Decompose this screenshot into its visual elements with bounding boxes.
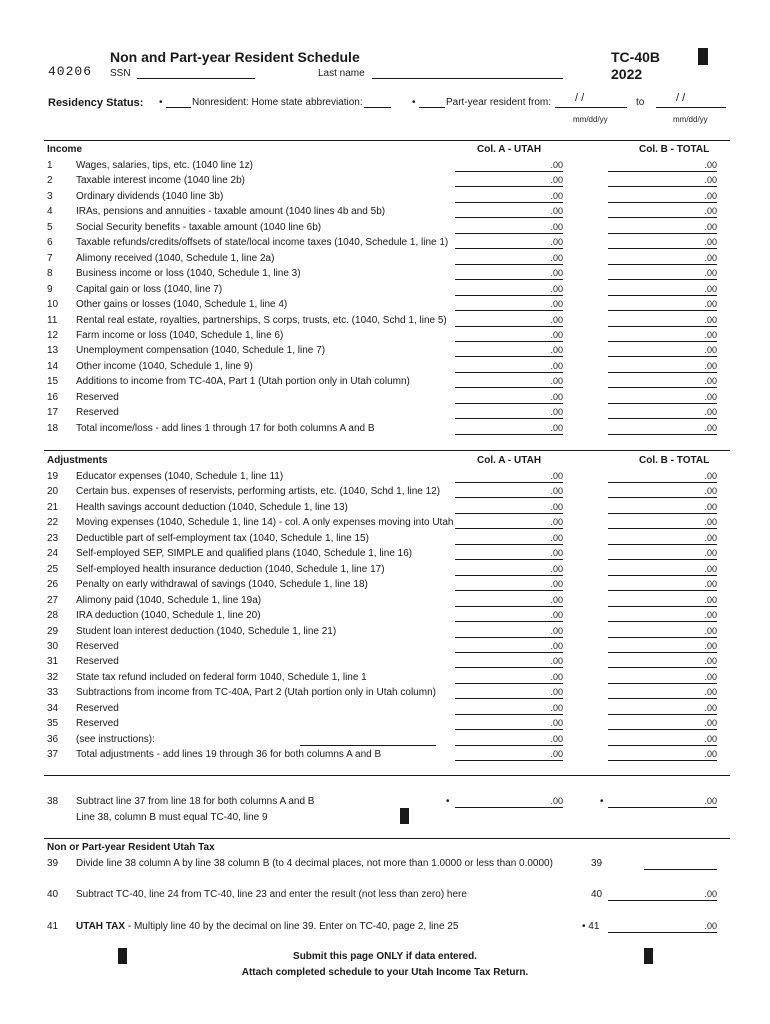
footer-submit-note: Submit this page ONLY if data entered.: [293, 951, 477, 962]
income-line-number: 1: [47, 160, 53, 171]
adjustment-line-number: 28: [47, 610, 59, 622]
form-number: TC-40B: [611, 49, 661, 65]
adjustment-line-description: Self-employed SEP, SIMPLE and qualified plans (1040, Schedule 1, line 16): [76, 548, 413, 560]
adjustment-col-b-field[interactable]: .00: [608, 594, 717, 607]
adjustment-col-b-field[interactable]: .00: [608, 625, 717, 638]
adjustments-col-b-header: Col. B - TOTAL: [639, 455, 710, 466]
income-line-description: Unemployment compensation (1040, Schedule 1, line 7): [76, 345, 326, 357]
income-col-a-field[interactable]: .00: [455, 267, 563, 280]
income-line-description: Reserved: [76, 391, 119, 403]
adjustment-line-number: 29: [47, 625, 59, 637]
income-line-description: Ordinary dividends (1040 line 3b): [76, 190, 224, 202]
adjustment-col-a-field[interactable]: .00: [455, 578, 563, 591]
adjustment-col-b-field[interactable]: .00: [608, 686, 717, 699]
adjustment-line-description: Moving expenses (1040, Schedule 1, line 14) - col. A only expenses moving into Utah: [76, 517, 454, 529]
line38-separator: [44, 775, 730, 776]
adjustment-col-b-field[interactable]: .00: [608, 547, 717, 560]
income-col-b-field[interactable]: .00: [608, 252, 717, 265]
income-col-a-field[interactable]: .00: [455, 283, 563, 296]
income-col-a-field[interactable]: .00: [455, 236, 563, 249]
income-col-b-field[interactable]: .00: [608, 391, 717, 404]
adjustment-line-description: Reserved: [76, 640, 119, 652]
adjustment-line-description: Reserved: [76, 702, 119, 714]
income-col-a-field[interactable]: .00: [455, 298, 563, 311]
income-col-b-field[interactable]: .00: [608, 159, 717, 172]
utah-tax-heading: Non or Part-year Resident Utah Tax: [47, 842, 215, 853]
nonresident-bullet: •: [159, 97, 163, 108]
adjustment-col-a-field[interactable]: .00: [455, 485, 563, 498]
income-col-a-field[interactable]: .00: [455, 375, 563, 388]
adjustment-line-description: Subtractions from income from TC-40A, Part 2 (Utah portion only in Utah column): [76, 687, 436, 699]
adjustments-col-a-header: Col. A - UTAH: [477, 455, 542, 466]
adjustment-line-number: 33: [47, 687, 59, 699]
income-line-number: 6: [47, 237, 53, 249]
income-col-b-field[interactable]: .00: [608, 375, 717, 388]
income-line-description: Business income or loss (1040, Schedule 1, line 3): [76, 268, 301, 280]
footer-attach-note: Attach completed schedule to your Utah Income Tax Return.: [241, 967, 529, 978]
adjustments-heading: Adjustments: [47, 455, 108, 466]
adjustment-col-b-field[interactable]: .00: [608, 717, 717, 730]
income-line-description: Additions to income from TC-40A, Part 1 (Utah portion only in Utah column): [76, 376, 410, 388]
income-line-number: 9: [47, 283, 53, 295]
income-col-a-field[interactable]: .00: [455, 174, 563, 187]
nonresident-checkbox-field[interactable]: [166, 107, 191, 108]
adjustment-col-a-field[interactable]: .00: [455, 516, 563, 529]
line36-description-field[interactable]: [300, 745, 436, 746]
income-col-b-field[interactable]: .00: [608, 283, 717, 296]
income-line-description: Taxable interest income (1040 line 2b): [76, 175, 245, 187]
to-date-field[interactable]: [656, 107, 726, 108]
income-col-b-field[interactable]: .00: [608, 190, 717, 203]
form-code: 40206: [48, 64, 93, 79]
adjustment-line-number: 20: [47, 486, 59, 498]
adjustment-line-number: 26: [47, 579, 59, 591]
income-col-a-field[interactable]: .00: [455, 190, 563, 203]
income-line-description: Other gains or losses (1040, Schedule 1, line 4): [76, 299, 288, 311]
line41-field[interactable]: .00: [608, 920, 717, 933]
line40-number: 40: [47, 889, 59, 900]
income-line-number: 14: [47, 360, 59, 372]
income-line-description: Reserved: [76, 407, 119, 419]
adjustment-line-number: 31: [47, 656, 59, 668]
adjustment-col-b-field[interactable]: .00: [608, 609, 717, 622]
nonresident-label: Nonresident: Home state abbreviation:: [192, 97, 363, 108]
adjustment-line-number: 34: [47, 702, 59, 714]
line40-field[interactable]: .00: [608, 888, 717, 901]
adjustment-col-a-field[interactable]: .00: [455, 532, 563, 545]
last-name-field[interactable]: [372, 78, 563, 79]
income-line-number: 2: [47, 175, 53, 187]
income-col-b-field[interactable]: .00: [608, 360, 717, 373]
adjustment-line-number: 19: [47, 471, 59, 482]
adjustment-col-b-field[interactable]: .00: [608, 532, 717, 545]
income-col-a-field[interactable]: .00: [455, 314, 563, 327]
line38-number: 38: [47, 796, 59, 807]
income-col-b-field[interactable]: .00: [608, 221, 717, 234]
income-col-a-header: Col. A - UTAH: [477, 144, 542, 155]
income-line-number: 4: [47, 206, 53, 218]
adjustment-line-description: Student loan interest deduction (1040, Schedule 1, line 21): [76, 625, 337, 637]
income-col-a-field[interactable]: .00: [455, 159, 563, 172]
line38-description: Subtract line 37 from line 18 for both columns A and B: [76, 796, 315, 807]
income-col-b-field[interactable]: .00: [608, 174, 717, 187]
income-col-a-field[interactable]: .00: [455, 221, 563, 234]
adjustment-line-description: (see instructions):: [76, 733, 155, 745]
adjustment-line-number: 23: [47, 532, 59, 544]
adjustment-col-a-field[interactable]: .00: [455, 470, 563, 483]
adjustment-col-b-field[interactable]: .00: [608, 748, 717, 761]
adjustment-line-description: Self-employed health insurance deduction (1040, Schedule 1, line 17): [76, 563, 385, 575]
adjustment-col-a-field[interactable]: .00: [455, 625, 563, 638]
adjustment-col-b-field[interactable]: .00: [608, 501, 717, 514]
adjustment-line-number: 35: [47, 718, 59, 730]
income-line-number: 18: [47, 422, 59, 434]
adjustment-line-number: 30: [47, 640, 59, 652]
adjustment-col-a-field[interactable]: .00: [455, 748, 563, 761]
income-line-number: 5: [47, 221, 53, 233]
to-label: to: [636, 97, 645, 108]
line38-col-b-bullet: •: [600, 796, 604, 807]
income-line-description: Taxable refunds/credits/offsets of state/local income taxes (1040, Schedule 1, line 1): [76, 237, 449, 249]
adjustment-line-number: 22: [47, 517, 59, 529]
adjustment-line-description: Certain bus. expenses of reservists, performing artists, etc. (1040, Schd 1, line 12): [76, 486, 441, 498]
income-line-description: Capital gain or loss (1040, line 7): [76, 283, 223, 295]
ssn-field[interactable]: [137, 78, 255, 79]
line41-ref: • 41: [582, 921, 600, 932]
line39-field[interactable]: [644, 869, 717, 870]
income-col-a-field[interactable]: .00: [455, 422, 563, 435]
income-col-b-field[interactable]: .00: [608, 298, 717, 311]
adjustment-line-description: Reserved: [76, 656, 119, 668]
income-line-number: 15: [47, 376, 59, 388]
income-col-b-field[interactable]: .00: [608, 267, 717, 280]
adjustment-col-a-field[interactable]: .00: [455, 501, 563, 514]
line38-col-a-bullet: •: [446, 796, 450, 807]
adjustment-line-number: 27: [47, 594, 59, 606]
line41-description: [76, 921, 458, 932]
line40-description: Subtract TC-40, line 24 from TC-40, line 23 and enter the result (not less than zero) here: [76, 889, 467, 900]
adjustment-col-a-field[interactable]: .00: [455, 717, 563, 730]
part-year-label: Part-year resident from:: [446, 97, 552, 108]
ssn-label: SSN: [110, 68, 131, 79]
income-line-number: 7: [47, 252, 53, 264]
line39-ref: 39: [591, 858, 603, 869]
to-date-slashes: / /: [676, 92, 686, 104]
income-line-description: Rental real estate, royalties, partnerships, S corps, trusts, etc. (1040, Schd 1, line 5): [76, 314, 447, 326]
line39-number: 39: [47, 858, 59, 869]
income-col-b-field[interactable]: .00: [608, 406, 717, 419]
adjustment-col-a-field[interactable]: .00: [455, 686, 563, 699]
adjustment-col-b-field[interactable]: .00: [608, 640, 717, 653]
adjustment-line-number: 36: [47, 733, 59, 745]
from-date-field[interactable]: [555, 107, 627, 108]
adjustment-line-number: 32: [47, 671, 59, 683]
income-line-number: 8: [47, 268, 53, 280]
adjustment-col-a-field[interactable]: .00: [455, 640, 563, 653]
income-line-number: 11: [47, 314, 58, 326]
adjustment-line-description: Deductible part of self-employment tax (1040, Schedule 1, line 15): [76, 532, 369, 544]
form-number-block: [611, 49, 660, 83]
to-date-format: mm/dd/yy: [673, 115, 708, 124]
adjustment-col-a-field[interactable]: .00: [455, 563, 563, 576]
income-col-a-field[interactable]: .00: [455, 360, 563, 373]
adjustment-col-b-field[interactable]: .00: [608, 671, 717, 684]
income-line-number: 16: [47, 391, 59, 403]
income-col-a-field[interactable]: .00: [455, 329, 563, 342]
adjustment-col-b-field[interactable]: .00: [608, 655, 717, 668]
adjustment-line-description: Health savings account deduction (1040, Schedule 1, line 13): [76, 501, 348, 513]
line41-title: UTAH TAX: [76, 921, 126, 932]
scan-marker-bottom-left: [118, 948, 127, 964]
part-year-checkbox-field[interactable]: [419, 107, 445, 108]
income-separator: [44, 140, 730, 141]
adjustment-col-b-field[interactable]: .00: [608, 485, 717, 498]
adjustment-col-b-field[interactable]: .00: [608, 702, 717, 715]
adjustment-line-number: 37: [47, 749, 59, 761]
adjustment-col-a-field[interactable]: .00: [455, 547, 563, 560]
adjustment-col-a-field[interactable]: .00: [455, 655, 563, 668]
income-col-b-field[interactable]: .00: [608, 314, 717, 327]
adjustment-line-description: Penalty on early withdrawal of savings (1040, Schedule 1, line 18): [76, 579, 368, 591]
income-line-description: Social Security benefits - taxable amount (1040 line 6b): [76, 221, 322, 233]
residency-status-label: Residency Status:: [48, 97, 144, 109]
line41-number: 41: [47, 921, 59, 932]
income-line-description: IRAs, pensions and annuities - taxable amount (1040 lines 4b and 5b): [76, 206, 386, 218]
income-col-a-field[interactable]: .00: [455, 344, 563, 357]
adjustment-col-b-field[interactable]: .00: [608, 563, 717, 576]
line39-description: Divide line 38 column A by line 38 column B (to 4 decimal places, not more than 1.0000 or less than 0.0000): [76, 858, 553, 869]
page-title: Non and Part-year Resident Schedule: [110, 49, 360, 65]
adjustment-col-a-field[interactable]: .00: [455, 733, 563, 746]
income-line-number: 3: [47, 190, 53, 202]
adjustment-line-number: 25: [47, 563, 59, 575]
income-col-b-field[interactable]: .00: [608, 236, 717, 249]
adjustment-col-b-field[interactable]: .00: [608, 516, 717, 529]
income-col-b-field[interactable]: .00: [608, 329, 717, 342]
income-heading: Income: [47, 144, 83, 155]
income-line-number: 13: [47, 345, 59, 357]
adjustment-line-number: 24: [47, 548, 59, 560]
utah-tax-separator: [44, 838, 730, 839]
income-line-description: Alimony received (1040, Schedule 1, line 2a): [76, 252, 275, 264]
adjustment-col-a-field[interactable]: .00: [455, 609, 563, 622]
line40-ref: 40: [591, 889, 603, 900]
income-col-a-field[interactable]: .00: [455, 252, 563, 265]
adjustment-col-a-field[interactable]: .00: [455, 594, 563, 607]
income-line-description: Total income/loss - add lines 1 through 17 for both columns A and B: [76, 422, 375, 434]
income-line-description: Farm income or loss (1040, Schedule 1, line 6): [76, 329, 284, 341]
adjustment-col-a-field[interactable]: .00: [455, 702, 563, 715]
line38-col-b-field[interactable]: .00: [608, 795, 717, 808]
income-col-b-field[interactable]: .00: [608, 205, 717, 218]
income-line-number: 12: [47, 329, 59, 341]
adjustment-col-b-field[interactable]: .00: [608, 733, 717, 746]
adjustments-separator: [44, 450, 730, 451]
from-date-format: mm/dd/yy: [573, 115, 608, 124]
income-line-number: 17: [47, 407, 59, 419]
from-date-slashes: / /: [575, 92, 585, 104]
adjustment-line-description: Alimony paid (1040, Schedule 1, line 19a): [76, 594, 262, 606]
line38-note: Line 38, column B must equal TC-40, line 9: [76, 812, 268, 823]
home-state-field[interactable]: [364, 107, 391, 108]
form-year: 2022: [611, 66, 643, 82]
part-year-bullet: •: [412, 97, 416, 108]
income-line-description: Wages, salaries, tips, etc. (1040 line 1z): [76, 160, 253, 171]
income-col-a-field[interactable]: .00: [455, 205, 563, 218]
income-line-number: 10: [47, 299, 59, 311]
scan-marker-top-right: [698, 48, 708, 65]
adjustment-line-description: Total adjustments - add lines 19 through 36 for both columns A and B: [76, 749, 382, 761]
income-col-a-field[interactable]: .00: [455, 406, 563, 419]
line41-text: - Multiply line 40 by the decimal on line 39. Enter on TC-40, page 2, line 25: [125, 921, 459, 932]
adjustment-line-description: State tax refund included on federal form 1040, Schedule 1, line 1: [76, 671, 367, 683]
adjustment-line-description: Educator expenses (1040, Schedule 1, line 11): [76, 471, 284, 482]
adjustment-col-b-field[interactable]: .00: [608, 578, 717, 591]
adjustment-col-b-field[interactable]: .00: [608, 470, 717, 483]
last-name-label: Last name: [318, 68, 365, 79]
adjustment-line-description: IRA deduction (1040, Schedule 1, line 20): [76, 610, 261, 622]
scan-marker-bottom-right: [644, 948, 653, 964]
income-col-b-header: Col. B - TOTAL: [639, 144, 710, 155]
income-col-b-field[interactable]: .00: [608, 422, 717, 435]
income-col-a-field[interactable]: .00: [455, 391, 563, 404]
adjustment-line-description: Reserved: [76, 718, 119, 730]
scan-marker-mid: [400, 808, 409, 824]
adjustment-line-number: 21: [47, 501, 59, 513]
line38-col-a-field[interactable]: .00: [455, 795, 563, 808]
income-col-b-field[interactable]: .00: [608, 344, 717, 357]
income-line-description: Other income (1040, Schedule 1, line 9): [76, 360, 253, 372]
adjustment-col-a-field[interactable]: .00: [455, 671, 563, 684]
